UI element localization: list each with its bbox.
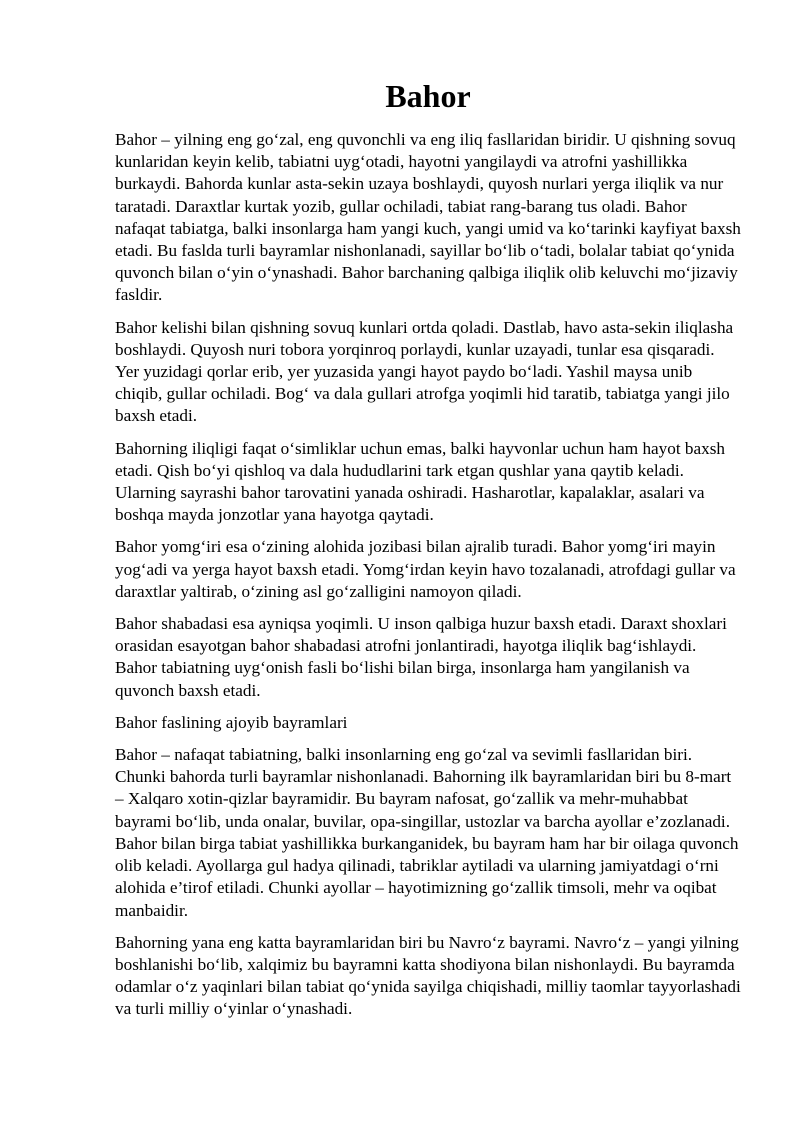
paragraph-1: Bahor – yilning eng go‘zal, eng quvonchli va eng iliq fasllaridan biridir. U qishning sovuq kunlaridan keyin kelib, tabiatni uyg‘otadi, hayotni yangilaydi va atrofni yashillikka burkaydi. Bahorda kunlar asta-sekin uzaya boshlaydi, quyosh nurlari yerga iliqlik va nur taratadi. Daraxtlar kurtak yozib, gullar ochiladi, tabiat rang-barang tus oladi. Bahor nafaqat tabiatga, balki insonlarga ham yangi kuch, yangi umid va ko‘tarinki kayfiyat baxsh etadi. Bu faslda turli bayramlar nishonlanadi, sayillar bo‘lib o‘tadi, bolalar tabiat qo‘ynida quvonch bilan o‘yin o‘ynashadi. Bahor barchaning qalbiga iliqlik olib keluvchi mo‘jizaviy fasldir. <box>115 130 741 305</box>
paragraph-3: Bahorning iliqligi faqat o‘simliklar uchun emas, balki hayvonlar uchun ham hayot baxsh etadi. Qish bo‘yi qishloq va dala hududlarini tark etgan qushlar yana qaytib keladi. Ularning sayrashi bahor tarovatini yanada oshiradi. Hasharotlar, kapalaklar, asalari va boshqa mayda jonzotlar yana hayotga qaytadi. <box>115 438 726 525</box>
paragraph-7: Bahorning yana eng katta bayramlaridan biri bu Navro‘z bayrami. Navro‘z – yangi yilning boshlanishi bo‘lib, xalqimiz bu bayramni katta shodiyona bilan nishonlaydi. Bu bayramda odamlar o‘z yaqinlari bilan tabiat qo‘ynida sayilga chiqishadi, milliy taomlar tayyorlashadi va turli milliy o‘yinlar o‘ynashadi. <box>115 932 741 1019</box>
document-page <box>115 74 741 1031</box>
paragraph-2: Bahor kelishi bilan qishning sovuq kunlari ortda qoladi. Dastlab, havo asta-sekin iliqlasha boshlaydi. Quyosh nuri tobora yorqinroq porlaydi, kunlar uzayadi, tunlar esa qisqaradi. Yer yuzidagi qorlar erib, yer yuzasida yangi hayot paydo bo‘ladi. Yashil maysa unib chiqib, gullar ochiladi. Bog‘ va dala gullari atrofga yoqimli hid taratib, tabiatga yangi jilo baxsh etadi. <box>115 317 734 426</box>
paragraph-4: Bahor yomg‘iri esa o‘zining alohida jozibasi bilan ajralib turadi. Bahor yomg‘iri mayin yog‘adi va yerga hayot baxsh etadi. Yomg‘irdan keyin havo tozalanadi, atrofdagi gullar va daraxtlar yaltirab, o‘zining asl go‘zalligini namoyon qiladi. <box>115 537 736 601</box>
paragraph-6: Bahor – nafaqat tabiatning, balki insonlarning eng go‘zal va sevimli fasllaridan biri. Chunki bahorda turli bayramlar nishonlanadi. Bahorning ilk bayramlaridan biri bu 8-mart – Xalqaro xotin-qizlar bayramidir. Bu bayram nafosat, go‘zallik va mehr-muhabbat bayrami bo‘lib, unda onalar, buvilar, opa-singillar, ustozlar va barcha ayollar e’zozlanadi. Bahor bilan birga tabiat yashillikka burkanganidek, bu bayram ham har bir oilaga quvonch olib keladi. Ayollarga gul hadya qilinadi, tabriklar aytiladi va ularning jamiyatdagi o‘rni alohida e’tirof etiladi. Chunki ayollar – hayotimizning go‘zallik timsoli, mehr va oqibat manbaidir. <box>115 745 739 920</box>
document-title: Bahor <box>385 78 471 114</box>
section-heading: Bahor faslining ajoyib bayramlari <box>115 712 348 732</box>
paragraph-5: Bahor shabadasi esa ayniqsa yoqimli. U inson qalbiga huzur baxsh etadi. Daraxt shoxlari orasidan esayotgan bahor shabadasi atrofni jonlantiradi, hayotga iliqlik bag‘ishlaydi. Bahor tabiatning uyg‘onish fasli bo‘lishi bilan birga, insonlarga ham yangilanish va quvonch baxsh etadi. <box>115 614 727 700</box>
